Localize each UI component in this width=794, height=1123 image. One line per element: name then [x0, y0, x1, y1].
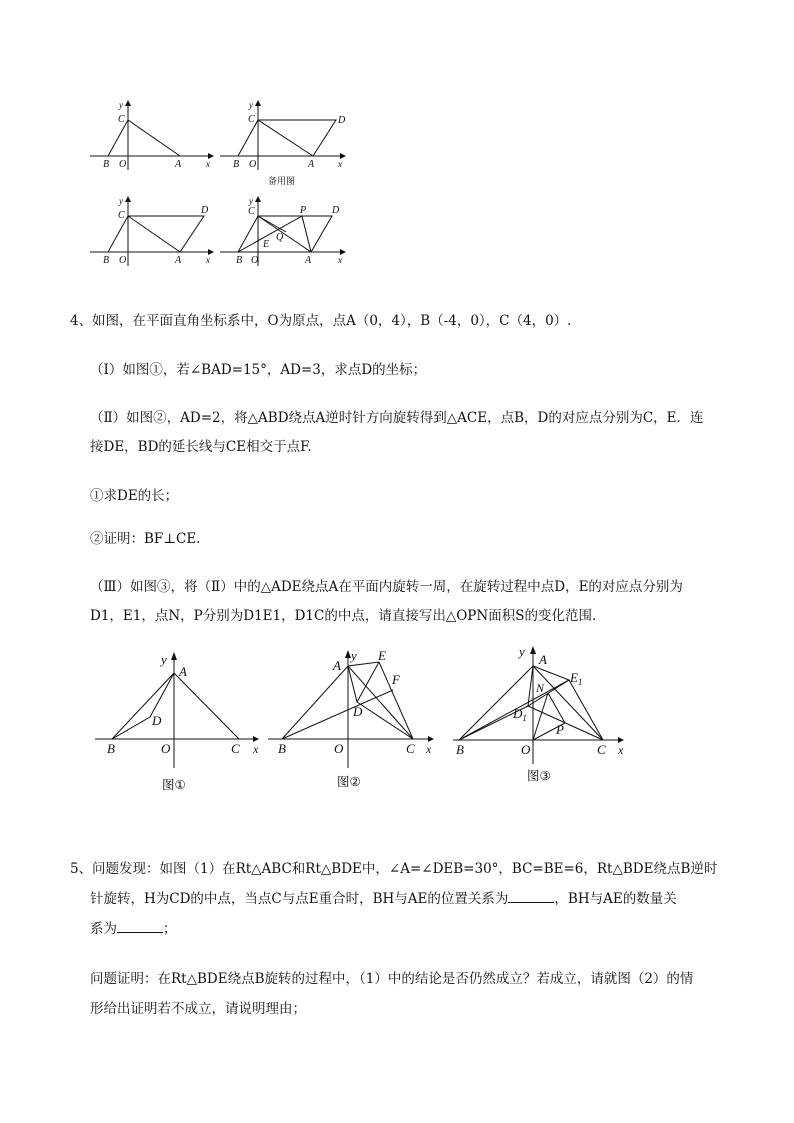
- q5-line5: 形给出证明若不成立，请说明理由；: [90, 1001, 306, 1017]
- point-D1-label: $D_1$: [513, 706, 527, 723]
- q5-line2-text-b: ，BH与AE的数量关: [554, 891, 677, 907]
- point-E-label: E: [378, 648, 386, 663]
- top-figure-4: [218, 194, 353, 269]
- point-C-label: C: [231, 741, 240, 756]
- q5-line3: [90, 914, 724, 944]
- point-A-label: A: [308, 159, 315, 170]
- q4-part2-line2: 接DE，BD的延长线与CE相交于点F.: [90, 439, 312, 455]
- q4-number: 4、: [70, 313, 93, 329]
- quantity-relation-blank: [117, 918, 163, 933]
- q4-figure-2-caption: 图②: [337, 774, 361, 789]
- q5-line4: 问题证明：在Rt△BDE绕点B旋转的过程中，（1）中的结论是否仍然成立？若成立，请就图（2）的情: [90, 971, 694, 987]
- point-D-label: D: [353, 704, 363, 719]
- point-O-label: O: [161, 741, 171, 756]
- point-Q-label: Q: [276, 232, 284, 243]
- point-D-label: D: [152, 713, 162, 728]
- axis-x-label: x: [426, 742, 432, 756]
- point-O-label: O: [249, 159, 257, 170]
- point-O-label: O: [119, 255, 127, 266]
- point-A-label: A: [175, 255, 182, 266]
- point-O-label: O: [334, 741, 344, 756]
- point-B-label: B: [107, 741, 115, 756]
- point-A-label: A: [305, 255, 312, 266]
- point-P-label: P: [556, 722, 564, 737]
- spare-figure-caption: 备用图: [268, 177, 296, 187]
- q4-figure-3: [453, 644, 633, 757]
- q5-line3-text-a: 系为: [90, 921, 117, 937]
- point-D-label: D: [201, 205, 209, 216]
- axis-x-label: x: [338, 255, 342, 265]
- point-C-label: C: [118, 114, 125, 125]
- q4-figure-2: [268, 648, 443, 758]
- top-figure-3: [88, 194, 218, 269]
- axis-x-label: x: [206, 255, 210, 265]
- point-A-label: A: [175, 159, 182, 170]
- point-A-label: A: [539, 652, 547, 667]
- point-C-label: C: [406, 741, 415, 756]
- point-E-label: E: [263, 239, 270, 250]
- q4-stem: 如图，在平面直角坐标系中，O为原点，点A（0，4），B（-4，0），C（4，0）.: [92, 313, 572, 329]
- q5-line3-text-b: ；: [163, 921, 177, 937]
- q4-part1: （Ⅰ）如图①，若∠BAD=15°，AD=3，求点D的坐标；: [90, 362, 427, 378]
- point-C-label: C: [248, 114, 255, 125]
- q4-figure-1-caption: 图①: [162, 777, 186, 792]
- q4-part2-sub1: ①求DE的长；: [90, 488, 179, 504]
- axis-y-label: y: [161, 652, 167, 667]
- q4-part3-line1: （Ⅲ）如图③，将（Ⅱ）中的△ADE绕点A在平面内旋转一周，在旋转过程中点D，E的对应点分别为: [90, 579, 683, 595]
- point-A-label: A: [333, 658, 341, 673]
- axis-y-label: y: [119, 196, 123, 206]
- point-C-label: C: [118, 210, 125, 221]
- axis-x-label: x: [618, 743, 624, 757]
- point-E1-label: $E_1$: [570, 670, 583, 687]
- q5-number: 5、: [70, 861, 93, 877]
- point-O-label: O: [119, 159, 127, 170]
- point-B-label: B: [236, 255, 243, 266]
- point-P-label: P: [300, 205, 307, 216]
- q5-line2-text-a: 针旋转，H为CD的中点，当点C与点E重合时，BH与AE的位置关系为: [90, 891, 509, 907]
- point-B-label: B: [103, 159, 110, 170]
- point-C-label: C: [597, 742, 606, 757]
- point-A-label: A: [179, 664, 187, 679]
- point-B-label: B: [103, 255, 110, 266]
- point-B-label: B: [233, 159, 240, 170]
- axis-y-label: y: [249, 196, 253, 206]
- axis-y-label: y: [519, 644, 525, 659]
- point-N-label: N: [536, 681, 545, 695]
- position-relation-blank: [508, 888, 554, 903]
- q4-figure-1: [95, 650, 270, 760]
- axis-y-label: y: [249, 100, 253, 110]
- q4-part2-line1: （Ⅱ）如图②，AD=2，将△ABD绕点A逆时针方向旋转得到△ACE，点B，D的对应点分别为C，E．连: [90, 410, 704, 426]
- q4-part3-line2: D1，E1，点N，P分别为D1E1，D1C的中点，请直接写出△OPN面积S的变化范围.: [90, 608, 597, 624]
- point-D-label: D: [332, 205, 340, 216]
- point-B-label: B: [278, 741, 286, 756]
- point-O-label: O: [251, 255, 259, 266]
- q4-figure-3-caption: 图③: [527, 768, 551, 783]
- point-O-label: O: [521, 742, 531, 757]
- axis-y-label: y: [351, 648, 357, 663]
- axis-x-label: x: [253, 742, 259, 756]
- point-C-label: C: [248, 206, 255, 217]
- point-D-label: D: [338, 115, 346, 126]
- axis-x-label: x: [206, 159, 210, 169]
- q4-part2-sub2: ②证明：BF⊥CE.: [90, 531, 201, 547]
- q5-line2: [90, 884, 724, 914]
- axis-x-label: x: [338, 159, 342, 169]
- axis-y-label: y: [119, 100, 123, 110]
- point-F-label: F: [392, 672, 400, 687]
- q5-line1: 问题发现：如图（1）在Rt△ABC和Rt△BDE中，∠A=∠DEB=30°，BC=BE=6，Rt△BDE绕点B逆时: [92, 861, 718, 877]
- top-figure-1: [88, 98, 218, 173]
- point-B-label: B: [456, 742, 464, 757]
